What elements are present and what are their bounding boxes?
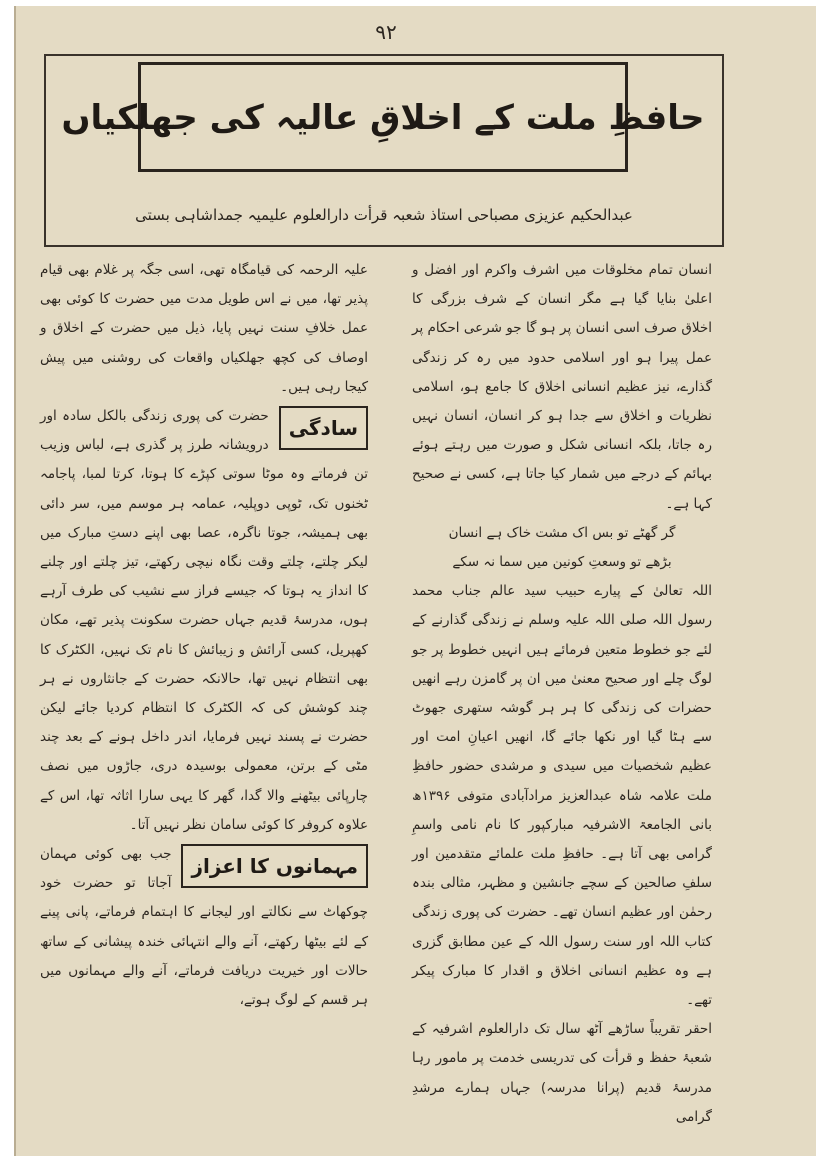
article-header bbox=[44, 54, 724, 247]
left-column bbox=[40, 256, 368, 1106]
book-page bbox=[14, 6, 816, 1156]
right-column bbox=[412, 256, 712, 1125]
hafiz-millat-paragraph: اللہ تعالیٰ کے پیارے حبیب سید عالم جناب محمد رسول اللہ صلی اللہ علیہ وسلم نے زندگی گذارنے کے لئے جو خطوط متعین فرمائے ہیں انہیں خطوط پر جو لوگ چلے اور صحیح معنیٰ میں ان پر گامزن رہے انھیں حضرات کی زندگی کا ہر ہر گوشہ ستھری جھوٹ سے ہٹا گیا اور نکھا جائے گا، انھیں اعیانِ امت اور عظیم شخصیات میں سیدی و مرشدی حضور حافظِ ملت علامہ شاہ عبدالعزیز مرادآبادی متوفی ۱۳۹۶ھ بانی الجامعۃ الاشرفیہ مبارکپور کا نام نامی واسمِ گرامی بھی آتا ہے۔ حافظِ ملت علمائے متقدمین اور سلفِ صالحین کے سچے جانشین و مظہر، مثالی بندہ رحمٰن اور عظیم انسان تھے۔ حضرت کی پوری زندگی کتاب اللہ اور سنت رسول اللہ کے عین مطابق گزری ہے وہ عظیم انسانی اخلاق و اقدار کا مبارک پیکر تھے۔ bbox=[412, 583, 712, 1009]
verse-line-2: بڑھے تو وسعتِ کونین میں سما نہ سکے bbox=[452, 554, 672, 571]
simplicity-paragraph: حضرت کی پوری زندگی بالکل سادہ اور درویشانہ طرز پر گذری ہے، لباس وزیب تن فرماتے وہ موٹا سوتی کپڑے کا ہوتا، کرتا لمبا، پاجامہ ٹخنوں تک، ٹوپی دوپلیہ، عمامہ ہر موسم میں، سر دائی بھی ہمیشہ، جوتا ناگرہ، عصا بھی اپنے دستِ مبارک میں لیکر چلتے، چلتے وقت نگاہ نیچی رکھتے، تیز چلتے اور چلنے کا انداز یہ ہوتا کہ جیسے فراز سے نشیب کی طرف آرہے ہوں، مدرسۂ قدیم جہاں حضرت سکونت پذیر تھے، مکان کھپریل، کسی آرائش و زیبائش کا نام تک نہیں، الکٹرک کا بھی انتظام نہیں تھا، حالانکہ حضرت کے جانثاروں نے ہر چند کوشش کی کہ الکٹرک کا انتظام کردیا جائے لیکن حضرت نے پسند نہیں فرمایا، اندر داخل ہونے کے بعد چند مٹی کے برتن، معمولی بوسیدہ دری، جاڑوں میں نصف چارپائی بیٹھنے والا گدا، گھر کا یہی سارا اثاثہ تھا، اس کے علاوہ کروفر کا کوئی سامان نظر نہیں آتا۔ bbox=[40, 408, 368, 833]
residence-paragraph: علیہ الرحمہ کی قیامگاہ تھی، اسی جگہ پر غلام بھی قیام پذیر تھا، میں نے اس طویل مدت میں حضرت کا کوئی بھی عمل خلافِ سنت نہیں پایا، ذیل میں حضرت کے اخلاق و اوصاف کی کچھ جھلکیاں واقعات کی روشنی میں پیش کیجا رہی ہیں۔ bbox=[40, 262, 368, 395]
intro-paragraph: انسان تمام مخلوقات میں اشرف واکرم اور افضل و اعلیٰ بنایا گیا ہے مگر انسان کے شرف بزرگی کا اخلاق صرف اسی انسان پر ہو گا جو شرعی احکام پر عمل پیرا ہو اور اسلامی حدود میں رہ کر زندگی گذارے، نیز عظیم انسانی اخلاق کا جامع ہو، اسلامی نظریات و اخلاق سے جدا ہو کر انسان، انسان نہیں رہ جاتا، بلکہ انسانی شکل و صورت میں رہتے ہوئے بہائم کے درجے میں شمار کیا جاتا ہے، کسی نے صحیح کہا ہے۔ bbox=[412, 262, 712, 512]
author-byline: عبدالحکیم عزیزی مصباحی استاذ شعبہ قرأت دارالعلوم علیمیہ جمداشاہی بستی bbox=[135, 206, 633, 224]
heading-simplicity: سادگی bbox=[279, 406, 368, 450]
page-number: ۹۲ bbox=[375, 20, 397, 44]
hospitality-paragraph: جب بھی کوئی مہمان آجاتا تو حضرت خود چوکھاٹ سے نکالتے اور لیجانے کا اہتمام فرماتے، پانی پینے کے لئے بیٹھا رکھتے، آنے والے انتہائی خندہ پیشانی کے ساتھ حالات اور خیریت دریافت فرماتے، آنے والے مہمانوں میں ہر قسم کے لوگ ہوتے، bbox=[40, 846, 368, 1009]
heading-hospitality: مہمانوں کا اعزاز bbox=[181, 844, 368, 888]
title-box bbox=[61, 62, 705, 172]
article-title: حافظِ ملت کے اخلاقِ عالیہ کی جھلکیاں bbox=[61, 97, 705, 138]
author-service-paragraph: احقر تقریباً ساڑھے آٹھ سال تک دارالعلوم اشرفیہ کے شعبۂ حفظ و قرأت کی تدریسی خدمت پر مامور رہا مدرسۂ قدیم (پرانا مدرسہ) جہاں ہمارے مرشدِ گرامی bbox=[412, 1021, 712, 1125]
verse-line-1: گر گھٹے تو بس اک مشت خاک ہے انسان bbox=[448, 524, 676, 541]
